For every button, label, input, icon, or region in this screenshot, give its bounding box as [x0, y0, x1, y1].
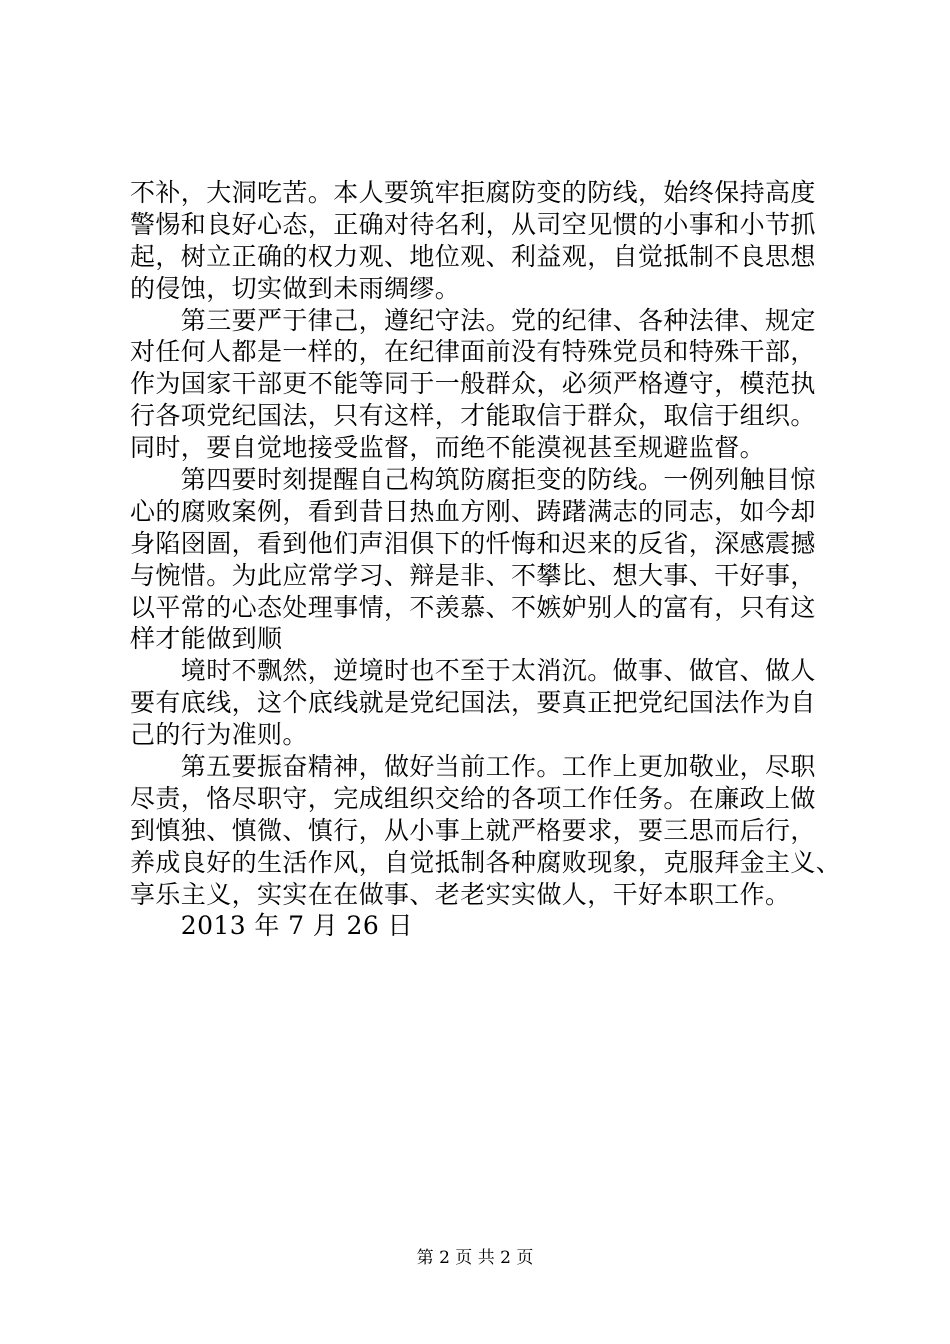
- text-line: 样才能做到顺: [130, 624, 283, 654]
- text-line: 尽责，恪尽职守，完成组织交给的各项工作任务。在廉政上做: [130, 783, 816, 813]
- text-line: 起，树立正确的权力观、地位观、利益观，自觉抵制不良思想: [130, 241, 816, 271]
- text-line: 到慎独、慎微、慎行，从小事上就严格要求，要三思而后行，: [130, 815, 816, 845]
- text-line: 不补，大洞吃苦。本人要筑牢拒腐防变的防线，始终保持高度: [130, 178, 816, 207]
- text-line: 对任何人都是一样的，在纪律面前没有特殊党员和特殊干部，: [130, 337, 816, 367]
- text-line: 同时，要自觉地接受监督，而绝不能漠视甚至规避监督。: [130, 433, 766, 463]
- text-line: 的侵蚀，切实做到未雨绸缪。: [130, 273, 461, 303]
- page-number-footer: 第 2 页 共 2 页: [416, 1248, 534, 1268]
- text-line: 第四要时刻提醒自己构筑防腐拒变的防线。一例列触目惊: [130, 465, 816, 495]
- date-line: 2013 年 7 月 26 日: [130, 911, 413, 941]
- document-body: [130, 177, 850, 942]
- text-line: 第五要振奋精神，做好当前工作。工作上更加敬业，尽职: [130, 752, 816, 782]
- text-line: 第三要严于律己，遵纪守法。党的纪律、各种法律、规定: [130, 305, 816, 335]
- text-line: 身陷囹圄，看到他们声泪俱下的忏悔和迟来的反省，深感震撼: [130, 528, 816, 558]
- text-line: 行各项党纪国法，只有这样，才能取信于群众，取信于组织。: [130, 401, 816, 431]
- text-line: 警惕和良好心态，正确对待名利，从司空见惯的小事和小节抓: [130, 209, 816, 239]
- text-line: 心的腐败案例，看到昔日热血方刚、踌躇满志的同志，如今却: [130, 496, 816, 526]
- text-line: 与惋惜。为此应常学习、辩是非、不攀比、想大事、干好事，: [130, 560, 816, 590]
- text-line: 作为国家干部更不能等同于一般群众，必须严格遵守，模范执: [130, 369, 816, 399]
- text-line: 要有底线，这个底线就是党纪国法，要真正把党纪国法作为自: [130, 688, 816, 718]
- text-line: 境时不飘然，逆境时也不至于太消沉。做事、做官、做人: [130, 656, 816, 686]
- text-line: 享乐主义，实实在在做事、老老实实做人，干好本职工作。: [130, 879, 791, 909]
- text-line: 己的行为准则。: [130, 720, 308, 750]
- text-line: 以平常的心态处理事情，不羡慕、不嫉妒别人的富有，只有这: [130, 592, 816, 622]
- text-line: 养成良好的生活作风，自觉抵制各种腐败现象，克服拜金主义、: [130, 847, 842, 877]
